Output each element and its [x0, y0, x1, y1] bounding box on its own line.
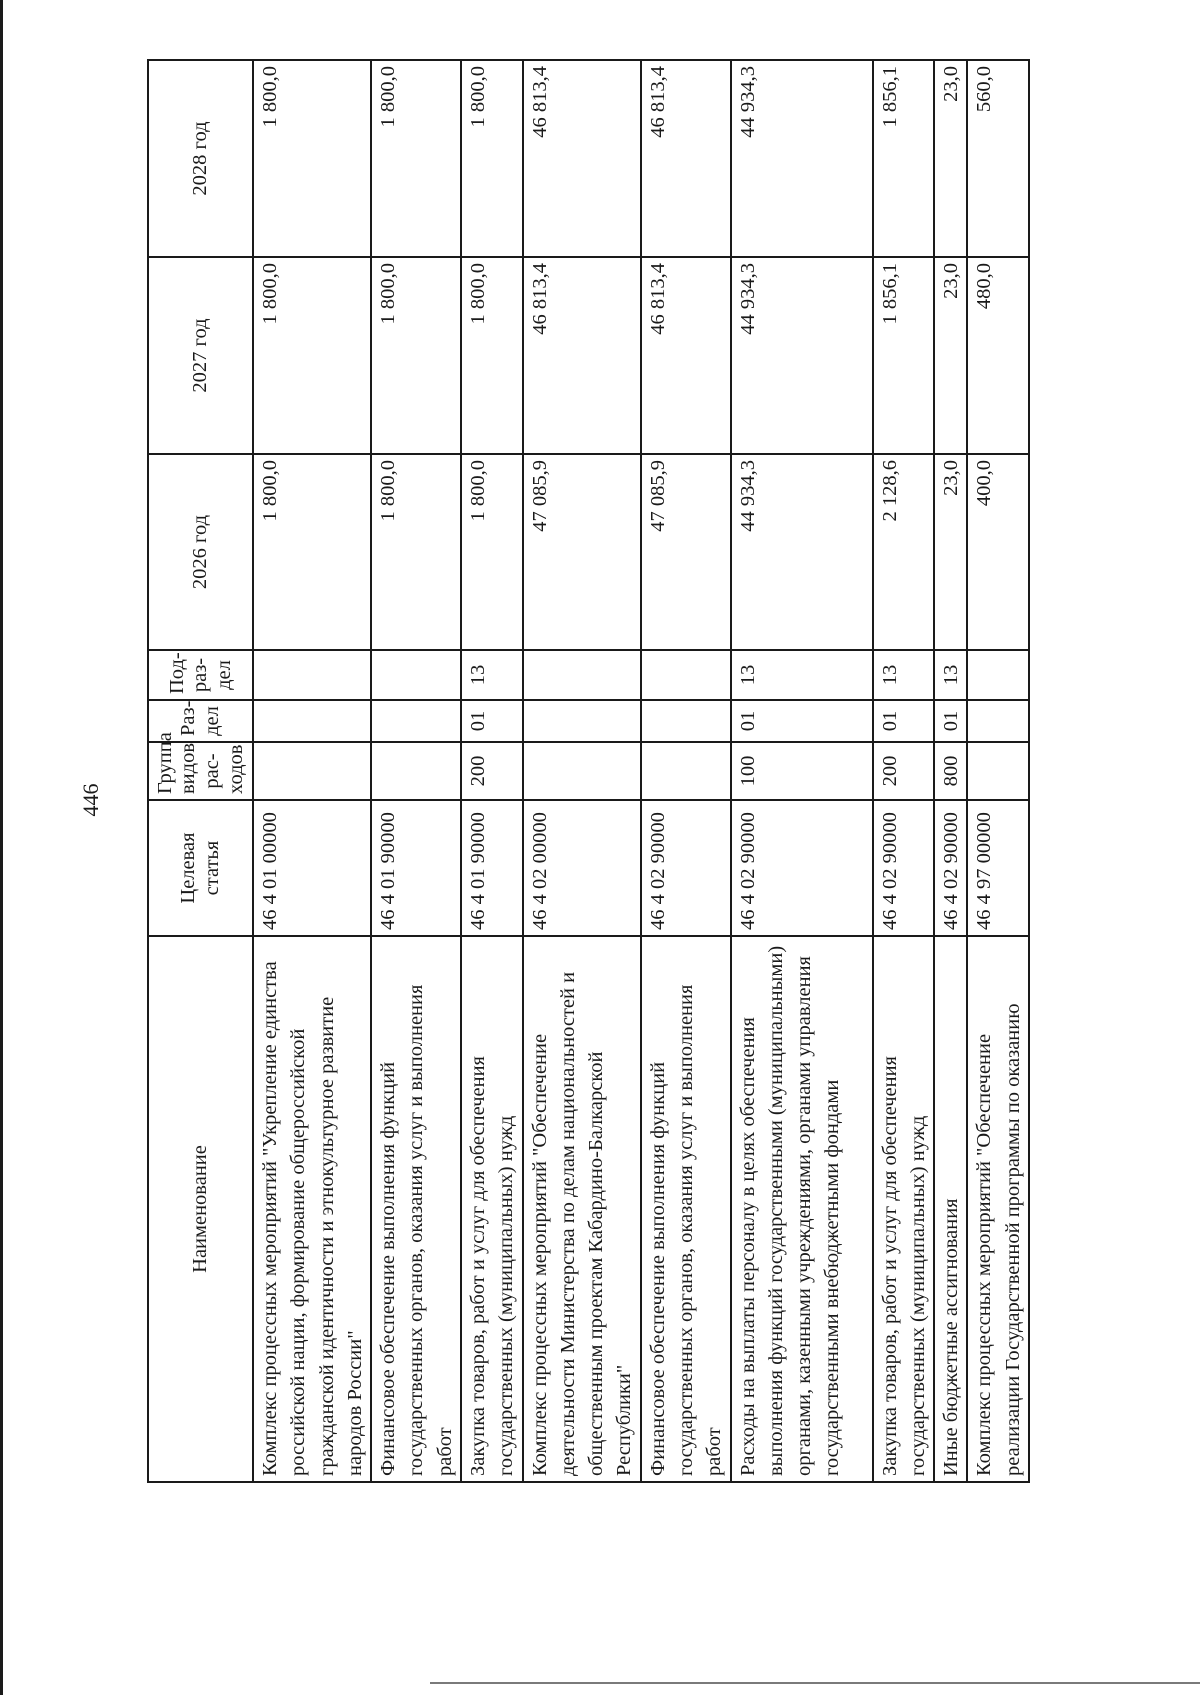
table-frame	[147, 61, 1024, 1483]
row-target-article: 46 4 02 90000	[873, 800, 935, 936]
row-subsection	[641, 650, 731, 700]
header-section: Раз-дел	[148, 700, 253, 742]
row-expense-group	[523, 742, 641, 800]
row-expense-group: 100	[731, 742, 873, 800]
row-section	[523, 700, 641, 742]
row-value-2028: 46 813,4	[523, 60, 641, 257]
row-name: Иные бюджетные ассигнования	[934, 936, 967, 1482]
row-section	[967, 700, 1029, 742]
row-value-2027: 1 856,1	[873, 257, 935, 454]
header-year-2027: 2027 год	[148, 257, 253, 454]
row-value-2028: 46 813,4	[641, 60, 731, 257]
page-number: 446	[78, 783, 103, 817]
row-name: Комплекс процессных мероприятий "Укрепление единства российской нации, формирование общероссийской гражданской идентичности и этнокультурное развитие народов России"	[253, 936, 371, 1482]
row-value-2028: 23,0	[934, 60, 967, 257]
row-value-2026: 23,0	[934, 454, 967, 650]
row-subsection	[253, 650, 371, 700]
table-row	[461, 60, 523, 1482]
row-value-2028: 1 800,0	[253, 60, 371, 257]
row-expense-group	[967, 742, 1029, 800]
row-expense-group	[371, 742, 461, 800]
row-section	[371, 700, 461, 742]
row-value-2026: 44 934,3	[731, 454, 873, 650]
row-value-2027: 1 800,0	[253, 257, 371, 454]
row-value-2026: 47 085,9	[641, 454, 731, 650]
row-value-2027: 44 934,3	[731, 257, 873, 454]
row-name: Закупка товаров, работ и услуг для обеспечения государственных (муниципальных) нужд	[461, 936, 523, 1482]
row-value-2026: 1 800,0	[461, 454, 523, 650]
row-section: 01	[461, 700, 523, 742]
row-value-2026: 1 800,0	[253, 454, 371, 650]
row-value-2027: 1 800,0	[461, 257, 523, 454]
row-target-article: 46 4 02 90000	[641, 800, 731, 936]
row-subsection	[371, 650, 461, 700]
header-name: Наименование	[148, 936, 253, 1482]
row-name: Комплекс процессных мероприятий "Обеспечение деятельности Министерства по делам национальностей и общественным проектам Кабардино-Балкарской Республики"	[523, 936, 641, 1482]
row-value-2027: 46 813,4	[641, 257, 731, 454]
scan-edge-line	[0, 0, 3, 1695]
row-subsection: 13	[461, 650, 523, 700]
row-value-2026: 47 085,9	[523, 454, 641, 650]
row-expense-group: 200	[461, 742, 523, 800]
row-expense-group	[641, 742, 731, 800]
row-value-2026: 1 800,0	[371, 454, 461, 650]
row-name: Расходы на выплаты персоналу в целях обеспечения выполнения функций государственными (муниципальными) органами, казенными учреждениями, органами управления государственными внебюджетными фондами	[731, 936, 873, 1482]
table-row	[253, 60, 371, 1482]
row-target-article: 46 4 97 00000	[967, 800, 1029, 936]
table-row	[873, 60, 935, 1482]
header-target-article: Целевая статья	[148, 800, 253, 936]
row-name: Финансовое обеспечение выполнения функций государственных органов, оказания услуг и выполнения работ	[641, 936, 731, 1482]
row-value-2028: 1 800,0	[461, 60, 523, 257]
header-expense-group: Группа видов рас-ходов	[148, 742, 253, 800]
row-expense-group	[253, 742, 371, 800]
table-header-row	[148, 60, 253, 1482]
table-row	[371, 60, 461, 1482]
scan-bottom-line	[430, 1682, 1200, 1684]
table-row	[967, 60, 1029, 1482]
row-value-2028: 44 934,3	[731, 60, 873, 257]
table-row	[731, 60, 873, 1482]
row-section: 01	[873, 700, 935, 742]
row-subsection	[523, 650, 641, 700]
row-subsection	[967, 650, 1029, 700]
header-year-2026: 2026 год	[148, 454, 253, 650]
row-subsection: 13	[934, 650, 967, 700]
row-value-2027: 23,0	[934, 257, 967, 454]
row-target-article: 46 4 02 90000	[934, 800, 967, 936]
row-subsection: 13	[731, 650, 873, 700]
row-value-2027: 1 800,0	[371, 257, 461, 454]
row-target-article: 46 4 02 90000	[731, 800, 873, 936]
row-section: 01	[934, 700, 967, 742]
row-section	[641, 700, 731, 742]
row-name: Финансовое обеспечение выполнения функций государственных органов, оказания услуг и выполнения работ	[371, 936, 461, 1482]
row-section: 01	[731, 700, 873, 742]
row-name: Закупка товаров, работ и услуг для обеспечения государственных (муниципальных) нужд	[873, 936, 935, 1482]
budget-table	[147, 59, 1030, 1483]
row-value-2027: 480,0	[967, 257, 1029, 454]
header-year-2028: 2028 год	[148, 60, 253, 257]
row-value-2028: 560,0	[967, 60, 1029, 257]
row-expense-group: 800	[934, 742, 967, 800]
row-target-article: 46 4 01 00000	[253, 800, 371, 936]
header-subsection: Под-раз-дел	[148, 650, 253, 700]
row-value-2026: 2 128,6	[873, 454, 935, 650]
row-name: Комплекс процессных мероприятий "Обеспечение реализации Государственной программы по оказанию	[967, 936, 1029, 1482]
row-section	[253, 700, 371, 742]
row-target-article: 46 4 02 00000	[523, 800, 641, 936]
table-row	[523, 60, 641, 1482]
row-target-article: 46 4 01 90000	[461, 800, 523, 936]
row-value-2028: 1 800,0	[371, 60, 461, 257]
row-value-2026: 400,0	[967, 454, 1029, 650]
table-row	[641, 60, 731, 1482]
row-subsection: 13	[873, 650, 935, 700]
table-row	[934, 60, 967, 1482]
row-value-2027: 46 813,4	[523, 257, 641, 454]
row-value-2028: 1 856,1	[873, 60, 935, 257]
row-target-article: 46 4 01 90000	[371, 800, 461, 936]
row-expense-group: 200	[873, 742, 935, 800]
